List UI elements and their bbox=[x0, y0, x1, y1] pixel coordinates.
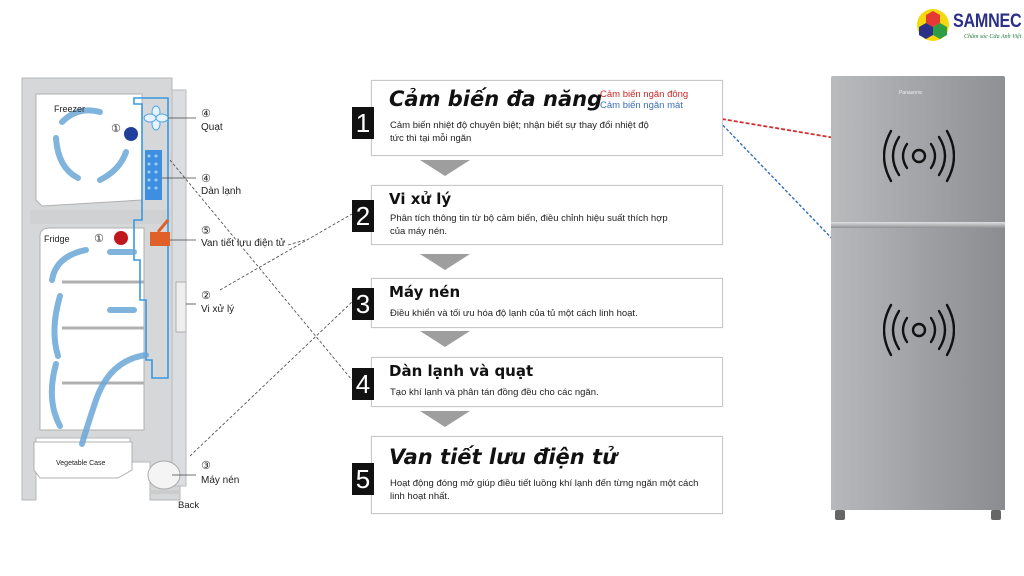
step-3-title: Máy nén bbox=[389, 283, 461, 301]
fridge-foot-right bbox=[991, 510, 1001, 520]
compressor-num: ③ bbox=[201, 459, 211, 472]
fridge-main-door bbox=[831, 228, 1005, 510]
step-1-number: 1 bbox=[352, 107, 374, 139]
evaporator-label: Dàn lạnh bbox=[201, 186, 242, 197]
fridge-brand-text: Panasonic bbox=[899, 90, 923, 96]
logo-hexagons-icon bbox=[916, 8, 950, 42]
processor-label: Vi xử lý bbox=[201, 304, 235, 315]
valve-label: Van tiết lưu điện tử bbox=[201, 238, 286, 249]
step-1-description: Cảm biến nhiệt độ chuyên biệt; nhận biết sự thay đổi nhiệt độ tức thì tại mỗi ngăn bbox=[390, 120, 649, 144]
legend-freezer-sensor: Cảm biến ngăn đông bbox=[600, 89, 689, 100]
step-4-title: Dàn lạnh và quạt bbox=[389, 362, 534, 380]
step-3-description: Điều khiển và tối ưu hóa độ lạnh của tủ một cách linh hoạt. bbox=[390, 308, 638, 319]
step-5-number: 5 bbox=[352, 463, 374, 495]
freezer-sensor-num: ① bbox=[111, 122, 121, 135]
step-2-title: Vi xử lý bbox=[389, 190, 452, 208]
step-2-description: Phân tích thông tin từ bộ cảm biến, điều chỉnh hiệu suất thích hợp của máy nén. bbox=[390, 213, 668, 237]
fridge-foot-left bbox=[835, 510, 845, 520]
step-3-number: 3 bbox=[352, 288, 374, 320]
vegetable-case-label: Vegetable Case bbox=[56, 460, 106, 467]
step-4-number: 4 bbox=[352, 368, 374, 400]
compressor-label: Máy nén bbox=[201, 475, 240, 486]
flow-arrow-4 bbox=[420, 411, 470, 427]
step-2-card bbox=[355, 185, 723, 245]
freezer-sensor-icon bbox=[883, 128, 955, 184]
step-5-title: Van tiết lưu điện tử bbox=[389, 445, 618, 469]
step-1-title: Cảm biến đa năng bbox=[389, 87, 603, 111]
legend-fridge-sensor: Cảm biến ngăn mát bbox=[600, 100, 683, 111]
logo-tagline: Chăm sóc Cửa Anh Việt bbox=[964, 34, 1022, 40]
samnec-logo bbox=[916, 8, 1020, 42]
step-2-number: 2 bbox=[352, 200, 374, 232]
logo-brand-text: SAMNEC bbox=[953, 11, 1022, 32]
flow-arrow-3 bbox=[420, 331, 470, 347]
step-1-card bbox=[355, 80, 723, 156]
fridge-cross-section-diagram bbox=[0, 60, 330, 530]
fridge-photo bbox=[831, 76, 1005, 522]
step-4-card bbox=[355, 357, 723, 407]
sensor-legend bbox=[600, 89, 688, 111]
step-5-description: Hoạt động đóng mở giúp điều tiết luồng khí lạnh đến từng ngăn một cách linh hoạt nhất. bbox=[390, 478, 699, 502]
fridge-schematic-drawing bbox=[0, 60, 330, 530]
fridge-sensor-icon bbox=[883, 302, 955, 358]
step-4-description: Tạo khí lạnh và phân tán đồng đều cho các ngăn. bbox=[390, 387, 599, 398]
fridge-sensor-num: ① bbox=[94, 232, 104, 245]
evaporator-num: ④ bbox=[201, 172, 211, 185]
flow-arrow-2 bbox=[420, 254, 470, 270]
valve-num: ⑤ bbox=[201, 224, 211, 237]
step-3-card bbox=[355, 278, 723, 328]
flow-arrow-1 bbox=[420, 160, 470, 176]
step-5-card bbox=[355, 436, 723, 514]
processor-num: ② bbox=[201, 289, 211, 302]
fridge-label: Fridge bbox=[44, 234, 70, 244]
freezer-label: Freezer bbox=[54, 104, 86, 114]
fan-num: ④ bbox=[201, 107, 211, 120]
fan-label: Quạt bbox=[201, 122, 223, 133]
back-label: Back bbox=[178, 500, 200, 511]
